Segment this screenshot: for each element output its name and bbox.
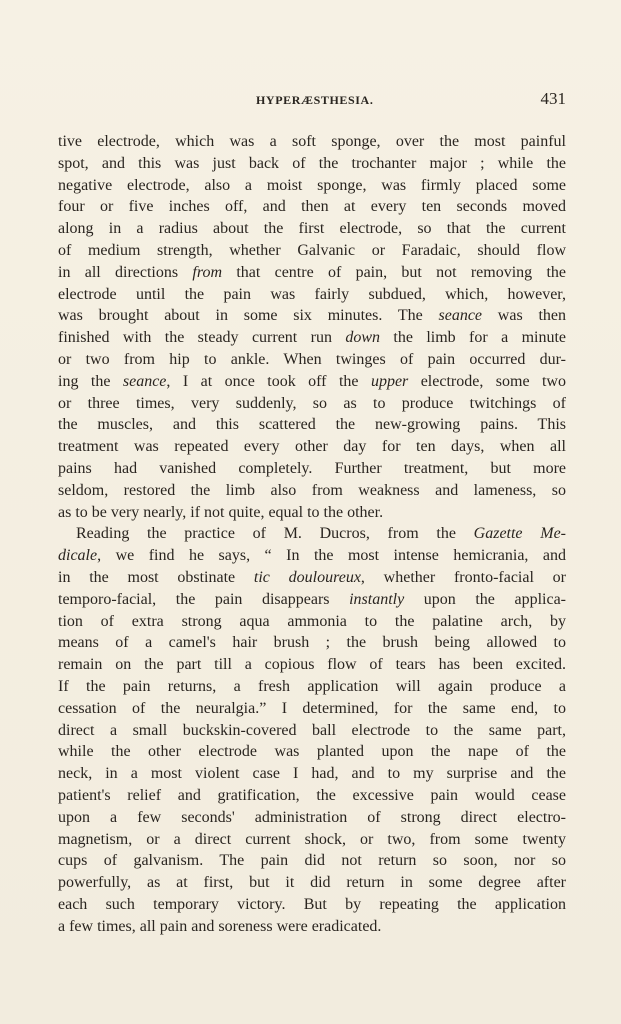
text-run: each such temporary victory. But by repeating the application <box>58 895 566 913</box>
text-run: four or five inches off, and then at every ten seconds moved <box>58 198 566 216</box>
italic-text: Gazette Me- <box>473 525 567 543</box>
italic-text: from <box>192 263 223 281</box>
text-run: the limb for a minute <box>380 329 567 347</box>
text-run: If the pain returns, a fresh application will again produce a <box>58 677 566 695</box>
text-line <box>58 807 566 829</box>
text-run: means of a camel's hair brush ; the brush being allowed to <box>58 634 566 652</box>
text-line <box>58 894 566 916</box>
text-line <box>58 523 566 545</box>
text-run: along in a radius about the first electrode, so that the current <box>58 220 566 238</box>
italic-text: down <box>345 329 381 347</box>
text-run: a few times, all pain and soreness were eradicated. <box>58 917 382 935</box>
text-line <box>58 785 566 807</box>
text-run: neck, in a most violent case I had, and to my surprise and the <box>58 765 566 783</box>
text-run: finished with the steady current run <box>58 329 346 347</box>
text-line <box>58 458 566 480</box>
text-line <box>58 480 566 502</box>
text-run: in all directions <box>58 263 193 281</box>
text-run: in the most obstinate <box>58 568 254 586</box>
italic-text: seance <box>122 372 167 390</box>
text-line <box>58 850 566 872</box>
text-run: tive electrode, which was a soft sponge, over the most painful <box>58 133 566 150</box>
text-line <box>58 131 566 153</box>
text-line <box>58 262 566 284</box>
text-run: electrode until the pain was fairly subdued, which, however, <box>58 285 566 303</box>
text-line <box>58 218 566 240</box>
text-run: was then <box>482 307 566 325</box>
text-line <box>58 589 566 611</box>
text-line <box>58 632 566 654</box>
text-run: ing the <box>58 372 123 390</box>
text-line <box>58 676 566 698</box>
text-run: patient's relief and gratification, the excessive pain would cease <box>58 786 566 804</box>
text-line <box>58 196 566 218</box>
italic-text: tic douloureux <box>253 568 361 586</box>
text-run: treatment was repeated every other day for ten days, when all <box>58 438 566 456</box>
text-run: or three times, very suddenly, so as to produce twitchings of <box>58 394 566 412</box>
text-run: upon a few seconds' administration of strong direct electro- <box>58 808 566 826</box>
text-run: seldom, restored the limb also from weakness and lameness, so <box>58 481 566 499</box>
text-line <box>58 349 566 371</box>
page-header <box>58 90 566 112</box>
text-run: powerfully, as at first, but it did return in some degree after <box>58 874 566 892</box>
text-line <box>58 371 566 393</box>
text-run: magnetism, or a direct current shock, or two, from some twenty <box>58 830 566 848</box>
text-line <box>58 720 566 742</box>
text-run: or two from hip to ankle. When twinges of pain occurred dur- <box>58 350 566 368</box>
text-line <box>58 305 566 327</box>
text-line <box>58 175 566 197</box>
page-number: 431 <box>540 89 566 108</box>
text-run: tion of extra strong aqua ammonia to the palatine arch, by <box>58 612 566 630</box>
text-run: remain on the part till a copious flow of tears has been excited. <box>58 656 566 674</box>
text-run: , I at once took off the <box>166 372 371 390</box>
text-line <box>58 698 566 720</box>
text-run: , we find he says, “ In the most intense hemicrania, and <box>97 547 566 565</box>
text-run: spot, and this was just back of the trochanter major ; while the <box>58 154 566 172</box>
text-run: temporo-facial, the pain disappears <box>58 590 350 608</box>
text-line <box>58 436 566 458</box>
text-run: of medium strength, whether Galvanic or Faradaic, should flow <box>58 241 566 259</box>
text-line <box>58 872 566 894</box>
text-run: direct a small buckskin-covered ball electrode to the same part, <box>58 721 566 739</box>
text-line <box>58 567 566 589</box>
text-run: cessation of the neuralgia.” I determined, for the same end, to <box>58 699 566 717</box>
text-line <box>58 916 566 938</box>
italic-text: seance <box>438 307 483 325</box>
text-line <box>58 284 566 306</box>
text-line <box>58 414 566 436</box>
italic-text: dicale <box>58 547 98 565</box>
text-run: pains had vanished completely. Further treatment, but more <box>58 459 566 477</box>
text-run: electrode, some two <box>408 372 566 390</box>
text-line <box>58 829 566 851</box>
text-line <box>58 763 566 785</box>
text-line <box>58 611 566 633</box>
text-run: the muscles, and this scattered the new-growing pains. This <box>58 416 566 434</box>
italic-text: instantly <box>349 590 405 608</box>
text-run: was brought about in some six minutes. The <box>58 307 439 325</box>
text-line <box>58 741 566 763</box>
body-text <box>58 131 566 937</box>
text-run: as to be very nearly, if not quite, equal to the other. <box>58 503 384 521</box>
text-run: that centre of pain, but not removing the <box>222 263 567 281</box>
text-line <box>58 393 566 415</box>
text-line <box>58 153 566 175</box>
text-line <box>58 240 566 262</box>
text-run: , whether fronto-facial or <box>360 568 566 586</box>
text-line <box>58 327 566 349</box>
text-run: while the other electrode was planted upon the nape of the <box>58 743 566 761</box>
text-run: Reading the practice of M. Ducros, from the <box>76 525 474 543</box>
text-run: cups of galvanism. The pain did not return so soon, nor so <box>58 852 566 870</box>
text-run: upon the applica- <box>404 590 566 608</box>
text-line <box>58 654 566 676</box>
text-line <box>58 502 566 524</box>
text-line <box>58 545 566 567</box>
text-run: negative electrode, also a moist sponge, was firmly placed some <box>58 176 566 194</box>
running-head: HYPERÆSTHESIA. <box>256 93 374 107</box>
italic-text: upper <box>370 372 409 390</box>
